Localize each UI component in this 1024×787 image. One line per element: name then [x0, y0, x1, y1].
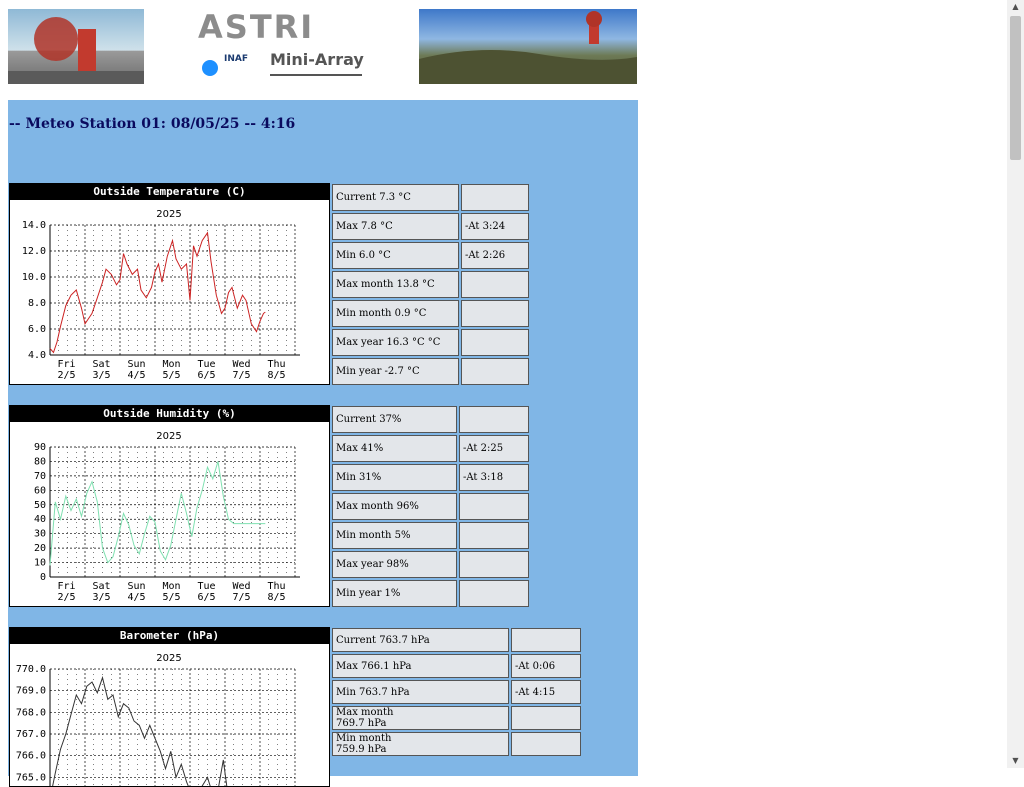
temperature-stat-label: Min 6.0 °C — [332, 242, 459, 269]
temperature-stat-row — [332, 358, 529, 385]
humidity-stat-time: -At 2:25 — [459, 435, 529, 462]
temperature-x-tick-date: 2/5 — [57, 370, 76, 381]
temperature-stat-row — [332, 184, 529, 211]
temperature-y-tick-label: 10.0 — [21, 272, 46, 283]
barometer-y-tick-label: 765.0 — [15, 772, 46, 784]
barometer-stat-label: Max 766.1 hPa — [332, 654, 509, 678]
humidity-x-tick-date: 4/5 — [127, 592, 146, 603]
humidity-series-line — [50, 461, 265, 565]
temperature-y-tick-label: 6.0 — [27, 324, 46, 335]
barometer-stat-label-line2: 769.7 hPa — [336, 718, 387, 729]
humidity-y-tick-label: 20 — [33, 543, 46, 555]
panorama-illustration — [419, 9, 637, 84]
humidity-chart-plot — [10, 422, 329, 606]
barometer-year-label: 2025 — [156, 653, 182, 664]
temperature-stat-label: Min year -2.7 °C — [332, 358, 459, 385]
station-heading: -- Meteo Station 01: 08/05/25 -- 4:16 — [9, 116, 296, 132]
humidity-y-tick-label: 30 — [33, 528, 46, 540]
barometer-stat-label — [332, 706, 509, 730]
barometer-chart-plot — [10, 644, 329, 786]
barometer-stat-time: -At 0:06 — [511, 654, 581, 678]
temperature-stat-row — [332, 242, 529, 269]
humidity-stat-label: Current 37% — [332, 406, 457, 433]
humidity-chart-title: Outside Humidity (%) — [10, 406, 329, 422]
humidity-stat-label: Min month 5% — [332, 522, 457, 549]
barometer-stat-row — [332, 628, 581, 652]
temperature-x-tick-day: Sun — [127, 359, 146, 370]
barometer-stat-label-line1: Max month — [336, 707, 394, 718]
temperature-stats-table — [330, 182, 531, 387]
scroll-thumb[interactable] — [1010, 16, 1021, 160]
humidity-y-tick-label: 80 — [33, 456, 46, 468]
humidity-x-tick-date: 2/5 — [57, 592, 76, 603]
logo-title: ASTRI — [198, 8, 315, 46]
temperature-x-tick-day: Mon — [162, 359, 181, 370]
humidity-stat-label: Max year 98% — [332, 551, 457, 578]
telescope-illustration — [8, 9, 144, 84]
barometer-stat-row — [332, 654, 581, 678]
barometer-chart-title: Barometer (hPa) — [10, 628, 329, 644]
barometer-y-tick-label: 767.0 — [15, 729, 46, 740]
temperature-stat-label: Max month 13.8 °C — [332, 271, 459, 298]
humidity-stat-row — [332, 435, 529, 462]
logo-mini-array: Mini-Array — [270, 50, 364, 69]
humidity-stat-row — [332, 464, 529, 491]
vertical-scrollbar[interactable] — [1007, 0, 1024, 768]
humidity-stat-time — [459, 493, 529, 520]
temperature-x-tick-day: Tue — [197, 359, 216, 370]
temperature-y-tick-label: 8.0 — [27, 298, 46, 309]
astri-logo — [198, 10, 368, 82]
barometer-stats-table — [330, 626, 583, 758]
temperature-x-tick-date: 5/5 — [162, 370, 181, 381]
humidity-stats-table — [330, 404, 531, 609]
logo-inaf: INAF — [224, 54, 248, 64]
temperature-y-tick-label: 14.0 — [21, 220, 46, 231]
humidity-stat-row — [332, 493, 529, 520]
temperature-x-tick-date: 3/5 — [92, 370, 111, 381]
temperature-y-tick-label: 12.0 — [21, 246, 46, 257]
barometer-stat-label: Current 763.7 hPa — [332, 628, 509, 652]
barometer-stat-time — [511, 628, 581, 652]
barometer-stat-label-line2: 759.9 hPa — [336, 744, 387, 755]
humidity-year-label: 2025 — [156, 431, 182, 442]
humidity-x-tick-day: Wed — [232, 581, 251, 592]
temperature-year-label: 2025 — [156, 209, 182, 220]
temperature-stat-row — [332, 329, 529, 356]
humidity-x-tick-date: 7/5 — [232, 592, 251, 603]
temperature-stat-row — [332, 300, 529, 327]
page — [8, 8, 638, 784]
humidity-stat-time — [459, 580, 529, 607]
barometer-stat-time — [511, 706, 581, 730]
humidity-stat-label: Max month 96% — [332, 493, 457, 520]
barometer-series-line — [50, 678, 265, 786]
temperature-stat-label: Min month 0.9 °C — [332, 300, 459, 327]
temperature-stat-time — [461, 329, 529, 356]
telescope-photo-left — [8, 9, 144, 84]
barometer-stat-row — [332, 706, 581, 730]
temperature-stat-time — [461, 358, 529, 385]
humidity-x-tick-day: Thu — [267, 581, 286, 592]
humidity-stat-label: Min year 1% — [332, 580, 457, 607]
temperature-x-tick-day: Thu — [267, 359, 286, 370]
temperature-x-tick-date: 7/5 — [232, 370, 251, 381]
barometer-y-tick-label: 766.0 — [15, 750, 46, 762]
barometer-y-tick-label: 769.0 — [15, 685, 46, 697]
humidity-stat-time — [459, 522, 529, 549]
humidity-y-tick-label: 0 — [39, 572, 46, 583]
barometer-stat-time — [511, 732, 581, 756]
barometer-y-tick-label: 770.0 — [15, 664, 46, 675]
humidity-y-tick-label: 90 — [33, 442, 46, 453]
site-panorama-photo — [419, 9, 637, 84]
barometer-stat-time: -At 4:15 — [511, 680, 581, 704]
humidity-stat-time — [459, 406, 529, 433]
barometer-stat-row — [332, 732, 581, 756]
humidity-y-tick-label: 60 — [33, 485, 46, 497]
temperature-chart-title: Outside Temperature (C) — [10, 184, 329, 200]
humidity-x-tick-day: Sat — [92, 581, 111, 592]
inaf-logo-icon — [200, 58, 220, 78]
humidity-x-tick-date: 3/5 — [92, 592, 111, 603]
humidity-x-tick-date: 6/5 — [197, 592, 216, 603]
barometer-stat-label-line1: Min month — [336, 733, 392, 744]
temperature-chart-plot — [10, 200, 329, 384]
temperature-stat-row — [332, 213, 529, 240]
temperature-x-tick-day: Fri — [57, 359, 76, 370]
barometer-stat-label: Min 763.7 hPa — [332, 680, 509, 704]
humidity-stat-label: Max 41% — [332, 435, 457, 462]
temperature-x-tick-date: 6/5 — [197, 370, 216, 381]
humidity-stat-time: -At 3:18 — [459, 464, 529, 491]
scroll-down-arrow-icon[interactable]: ▼ — [1012, 756, 1019, 765]
temperature-stat-time: -At 3:24 — [461, 213, 529, 240]
temperature-stat-row — [332, 271, 529, 298]
humidity-x-tick-day: Mon — [162, 581, 181, 592]
humidity-stat-row — [332, 580, 529, 607]
humidity-x-tick-day: Sun — [127, 581, 146, 592]
barometer-stat-row — [332, 680, 581, 704]
humidity-y-tick-label: 70 — [33, 470, 46, 482]
barometer-chart — [9, 627, 330, 787]
temperature-stat-label: Max year 16.3 °C °C — [332, 329, 459, 356]
humidity-stat-row — [332, 522, 529, 549]
humidity-y-tick-label: 10 — [33, 557, 46, 569]
humidity-x-tick-day: Tue — [197, 581, 216, 592]
temperature-x-tick-date: 4/5 — [127, 370, 146, 381]
humidity-stat-time — [459, 551, 529, 578]
logo-underline — [270, 74, 362, 76]
humidity-stat-row — [332, 406, 529, 433]
humidity-stat-row — [332, 551, 529, 578]
temperature-x-tick-date: 8/5 — [267, 370, 286, 381]
temperature-x-tick-day: Wed — [232, 359, 251, 370]
humidity-x-tick-date: 8/5 — [267, 592, 286, 603]
temperature-stat-label: Current 7.3 °C — [332, 184, 459, 211]
humidity-chart — [9, 405, 330, 607]
humidity-x-tick-day: Fri — [57, 581, 76, 592]
temperature-chart — [9, 183, 330, 385]
temperature-stat-time — [461, 300, 529, 327]
temperature-stat-label: Max 7.8 °C — [332, 213, 459, 240]
temperature-stat-time — [461, 271, 529, 298]
barometer-y-tick-label: 768.0 — [15, 707, 46, 719]
humidity-x-tick-date: 5/5 — [162, 592, 181, 603]
temperature-stat-time — [461, 184, 529, 211]
temperature-x-tick-day: Sat — [92, 359, 111, 370]
barometer-stat-label — [332, 732, 509, 756]
banner — [8, 8, 638, 84]
humidity-stat-label: Min 31% — [332, 464, 457, 491]
humidity-y-tick-label: 40 — [33, 514, 46, 526]
scroll-up-arrow-icon[interactable]: ▲ — [1012, 2, 1019, 11]
temperature-y-tick-label: 4.0 — [27, 350, 46, 361]
temperature-stat-time: -At 2:26 — [461, 242, 529, 269]
humidity-y-tick-label: 50 — [33, 499, 46, 511]
